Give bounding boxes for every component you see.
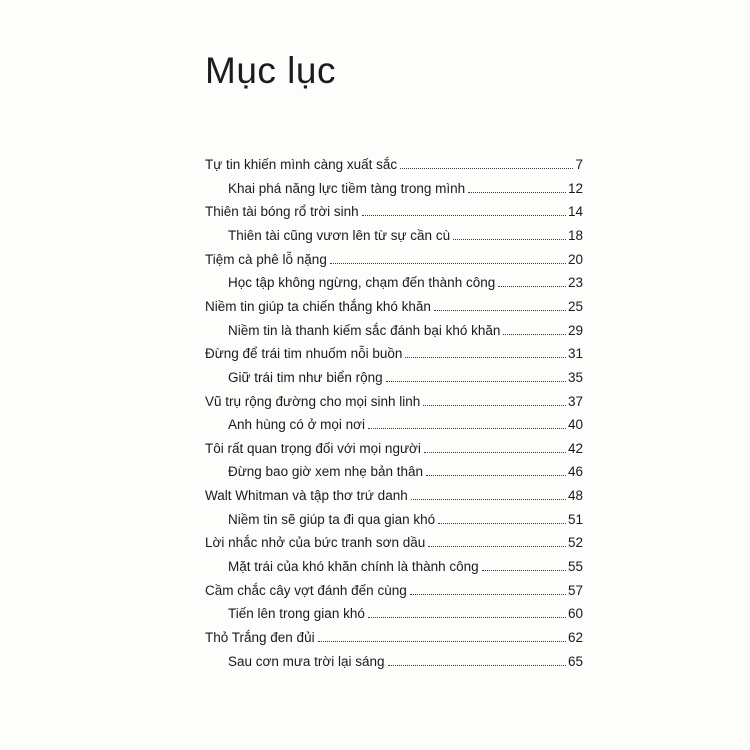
toc-entry: [0, 486, 750, 510]
toc-entry-title: Niềm tin sẽ giúp ta đi qua gian khó: [228, 511, 436, 527]
dot-leader: [386, 381, 566, 382]
dot-leader: [438, 523, 566, 524]
toc-page-number: 20: [567, 251, 583, 267]
dot-leader: [400, 168, 573, 169]
toc-entry: [0, 273, 750, 297]
toc-page-number: 31: [567, 346, 583, 362]
toc-page-number: 25: [567, 298, 583, 314]
toc-entry: [0, 392, 750, 416]
toc-entry: [0, 462, 750, 486]
toc-entry: [0, 581, 750, 605]
toc-entry: [0, 533, 750, 557]
toc-entry: [0, 510, 750, 534]
toc-page-number: 48: [567, 488, 583, 504]
dot-leader: [498, 286, 566, 287]
toc-entry: [0, 344, 750, 368]
toc-entry-title: Khai phá năng lực tiềm tàng trong mình: [228, 180, 466, 196]
toc-entry-title: Mặt trái của khó khăn chính là thành công: [228, 559, 479, 575]
toc-page-number: 60: [567, 606, 583, 622]
dot-leader: [318, 641, 566, 642]
toc-entry-title: Thiên tài bóng rổ trời sinh: [205, 204, 359, 220]
toc-entry: [0, 202, 750, 226]
toc-entry-title: Đừng bao giờ xem nhẹ bản thân: [228, 464, 424, 480]
dot-leader: [362, 215, 566, 216]
toc-page-number: 57: [567, 582, 583, 598]
dot-leader: [368, 617, 566, 618]
dot-leader: [468, 192, 566, 193]
toc-page-number: 23: [567, 275, 583, 291]
toc-entry-title: Walt Whitman và tập thơ trứ danh: [205, 488, 408, 504]
dot-leader: [388, 665, 566, 666]
toc-entry-title: Lời nhắc nhở của bức tranh sơn dầu: [205, 535, 426, 551]
dot-leader: [423, 405, 566, 406]
toc-entry: [0, 179, 750, 203]
toc-entry-title: Niềm tin giúp ta chiến thắng khó khăn: [205, 298, 431, 314]
toc-page-number: 65: [567, 653, 583, 669]
toc-entry: [0, 297, 750, 321]
toc-page-number: 52: [567, 535, 583, 551]
toc-entry: [0, 368, 750, 392]
dot-leader: [410, 594, 566, 595]
toc-entry: [0, 250, 750, 274]
toc-entry: [0, 321, 750, 345]
toc-entry-title: Tự tin khiến mình càng xuất sắc: [205, 157, 398, 172]
toc-entry-title: Đừng để trái tim nhuốm nỗi buồn: [205, 346, 403, 362]
dot-leader: [330, 263, 566, 264]
dot-leader: [428, 546, 566, 547]
toc-entry-title: Sau cơn mưa trời lại sáng: [228, 653, 385, 669]
toc-entry-title: Thiên tài cũng vươn lên từ sự cần cù: [228, 227, 451, 243]
toc-page-number: 51: [567, 511, 583, 527]
toc-entry: [0, 652, 750, 676]
toc-entry: [0, 628, 750, 652]
toc-page-number: 18: [567, 227, 583, 243]
toc-entry-title: Anh hùng có ở mọi nơi: [228, 417, 366, 433]
toc-page-number: 35: [567, 369, 583, 385]
toc-page-number: 7: [575, 157, 583, 172]
toc-entry-title: Niềm tin là thanh kiếm sắc đánh bại khó khăn: [228, 322, 501, 338]
toc-page-number: 40: [567, 417, 583, 433]
toc-entry-title: Cầm chắc cây vợt đánh đến cùng: [205, 582, 407, 598]
toc-page-number: 42: [567, 440, 583, 456]
toc-entry-title: Vũ trụ rộng đường cho mọi sinh linh: [205, 393, 421, 409]
dot-leader: [405, 357, 566, 358]
toc-entry: [0, 604, 750, 628]
page-title: Mục lục: [205, 50, 336, 91]
dot-leader: [411, 499, 566, 500]
toc-page-number: 55: [567, 559, 583, 575]
dot-leader: [426, 475, 566, 476]
toc-page-number: 12: [567, 180, 583, 196]
toc-entry: [0, 439, 750, 463]
toc-page-number: 29: [567, 322, 583, 338]
toc-entry-title: Thỏ Trắng đen đủi: [205, 630, 315, 645]
dot-leader: [482, 570, 566, 571]
toc-entry-title: Tiệm cà phê lỗ nặng: [205, 251, 327, 267]
toc-page-number: 14: [567, 204, 583, 220]
toc-page-number: 62: [567, 630, 583, 645]
toc-entry-title: Tôi rất quan trọng đối với mọi người: [205, 440, 421, 456]
toc-page-number: 37: [567, 393, 583, 409]
dot-leader: [503, 334, 566, 335]
dot-leader: [424, 452, 566, 453]
toc-entry: [0, 155, 750, 179]
toc-page-number: 46: [567, 464, 583, 480]
toc-entry: [0, 415, 750, 439]
toc-entry: [0, 557, 750, 581]
toc-entry-title: Tiến lên trong gian khó: [228, 606, 365, 622]
dot-leader: [434, 310, 566, 311]
dot-leader: [368, 428, 566, 429]
dot-leader: [453, 239, 566, 240]
toc-entry-title: Giữ trái tim như biển rộng: [228, 369, 383, 385]
toc-entry: [0, 226, 750, 250]
toc-entry-title: Học tập không ngừng, chạm đến thành công: [228, 275, 496, 291]
